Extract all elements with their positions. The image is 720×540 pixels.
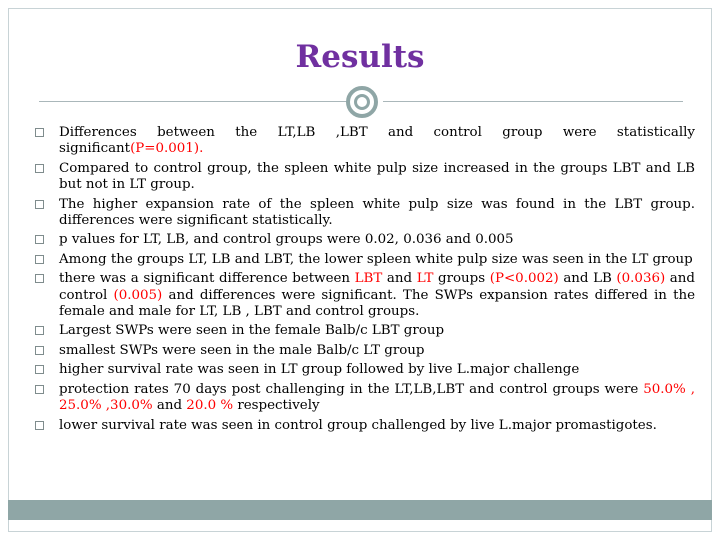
highlight-text: (0.005) (113, 287, 163, 303)
list-item (35, 362, 695, 378)
footer-bar (8, 500, 712, 520)
checkbox-bullet-icon (35, 200, 44, 209)
highlight-text: LBT (354, 271, 383, 287)
list-item (35, 252, 695, 268)
bullet-text: and (382, 271, 417, 287)
checkbox-bullet-icon (35, 346, 44, 355)
list-item (35, 418, 695, 434)
highlight-text: 20.0 % (186, 398, 234, 414)
checkbox-bullet-icon (35, 128, 44, 137)
bullet-text: Differences between the LT,LB ,LBT and control group were statistically significant (59, 125, 695, 157)
circle-ornament-icon (346, 86, 378, 118)
bullet-text: and differences were significant. The SWPs expansion rates differed in the female and male for LT, LB , LBT and control groups. (59, 287, 695, 320)
bullet-text: p values for LT, LB, and control groups were 0.02, 0.036 and 0.005 (59, 232, 514, 248)
bullet-text: The higher expansion rate of the spleen white pulp size was found in the LBT group. differences were significant statistically. (59, 196, 695, 229)
list-item (35, 382, 695, 415)
checkbox-bullet-icon (35, 421, 44, 430)
bullet-text: smallest SWPs were seen in the male Balb/c LT group (59, 342, 425, 358)
highlight-text: LT (416, 271, 434, 287)
list-item (35, 343, 695, 359)
bullet-text: there was a significant difference between (59, 271, 355, 287)
checkbox-bullet-icon (35, 235, 44, 244)
bullet-text: protection rates 70 days post challenging in the LT,LB,LBT and control groups were (59, 381, 644, 397)
bullet-text: respectively (233, 398, 320, 414)
circle-ornament-inner-icon (354, 94, 370, 110)
checkbox-bullet-icon (35, 255, 44, 264)
title-divider-right (383, 101, 683, 102)
checkbox-bullet-icon (35, 326, 44, 335)
list-item (35, 125, 695, 158)
list-item (35, 271, 695, 320)
bullet-text: and LB (558, 271, 617, 287)
bullet-text: and (152, 398, 187, 414)
list-item (35, 232, 695, 248)
highlight-text: 50.0% , 25.0% ,30.0% (59, 381, 695, 414)
results-list (35, 125, 695, 437)
checkbox-bullet-icon (35, 385, 44, 394)
bullet-text: higher survival rate was seen in LT group followed by live L.major challenge (59, 362, 580, 378)
list-item (35, 323, 695, 339)
highlight-text: (0.036) (616, 271, 666, 287)
bullet-text: Largest SWPs were seen in the female Balb/c LBT group (59, 323, 445, 339)
bullet-text: Among the groups LT, LB and LBT, the lower spleen white pulp size was seen in the LT group (59, 251, 693, 267)
bullet-text: groups (433, 271, 490, 287)
highlight-text: (P=0.001) (130, 141, 200, 157)
list-item (35, 161, 695, 194)
highlight-text: (P<0.002) (489, 271, 559, 287)
checkbox-bullet-icon (35, 365, 44, 374)
bullet-text: lower survival rate was seen in control group challenged by live L.major promastigotes. (59, 417, 657, 433)
checkbox-bullet-icon (35, 164, 44, 173)
list-item (35, 197, 695, 230)
bullet-text: Compared to control group, the spleen white pulp size increased in the groups LBT and LB but not in LT group. (59, 160, 695, 193)
title-divider-left (39, 101, 353, 102)
slide (8, 8, 712, 532)
bullet-text: and control (59, 271, 695, 303)
page-title: Results (295, 39, 425, 75)
checkbox-bullet-icon (35, 274, 44, 283)
bullet-text: . (199, 141, 204, 157)
